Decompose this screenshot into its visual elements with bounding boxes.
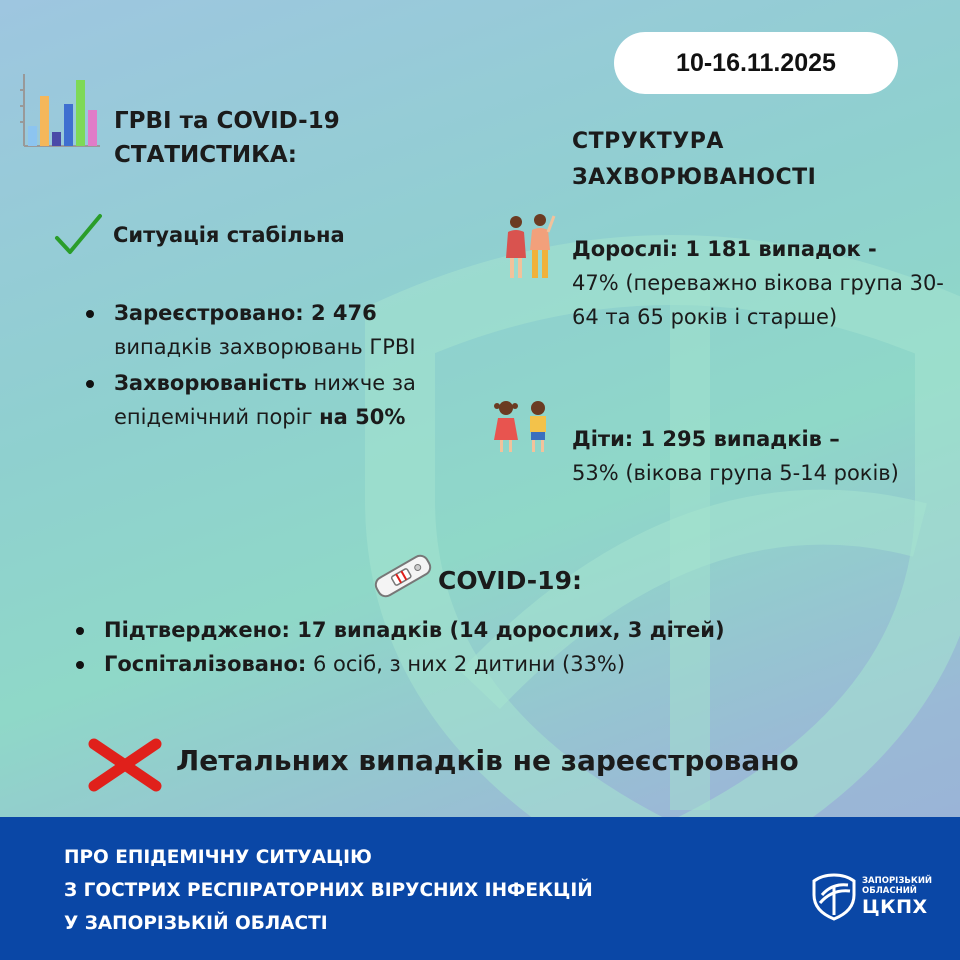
footer-line-2: З ГОСТРИХ РЕСПІРАТОРНИХ ВІРУСНИХ ІНФЕКЦІЙ	[64, 880, 593, 901]
hospitalized-rest: 6 осіб, з них 2 дитини (33%)	[306, 652, 626, 676]
logo-small-line-2: ОБЛАСНИЙ	[862, 886, 917, 896]
organization-logo	[812, 873, 932, 921]
adults-icon	[500, 212, 556, 284]
kids-label: Діти: 1 295 випадків –	[572, 427, 840, 451]
title-line-2: СТАТИСТИКА:	[114, 142, 297, 168]
logo-text	[862, 876, 932, 918]
children-icon	[488, 398, 558, 454]
morbidity-item	[86, 366, 486, 434]
hospitalized-label: Госпіталізовано:	[104, 652, 307, 676]
footer-banner	[0, 817, 960, 960]
morbidity-tail: на 50%	[319, 405, 406, 429]
page-title	[114, 104, 340, 172]
adults-label: Дорослі: 1 181 випадок -	[572, 237, 877, 261]
registered-label: Зареєстровано: 2 476	[114, 301, 377, 325]
confirmed-item	[76, 613, 936, 647]
situation-stable-text: Ситуація стабільна	[113, 223, 345, 247]
footer-line-1: ПРО ЕПІДЕМІЧНУ СИТУАЦІЮ	[64, 847, 372, 868]
title-line-1: ГРВІ та COVID-19	[114, 108, 340, 134]
hospitalized-item	[76, 647, 936, 681]
children-block	[572, 422, 952, 490]
morbidity-middle: нижче за епідемічний поріг	[114, 371, 416, 429]
date-range-badge: 10-16.11.2025	[614, 32, 898, 94]
registered-rest: випадків захворювань ГРВІ	[114, 335, 416, 359]
checkmark-icon	[54, 212, 102, 256]
bar-chart-icon	[18, 72, 102, 152]
shield-logo-icon	[812, 873, 856, 921]
covid-stats-list	[76, 613, 936, 681]
kids-rest: 53% (вікова група 5-14 років)	[572, 461, 899, 485]
confirmed-text: Підтверджено: 17 випадків (14 дорослих, 3 дітей)	[104, 618, 725, 642]
structure-title-line-1: СТРУКТУРА	[572, 129, 724, 154]
morbidity-label: Захворюваність	[114, 371, 307, 395]
ari-stats-list	[86, 296, 486, 436]
registered-item	[86, 296, 486, 364]
footer-title	[64, 841, 593, 940]
structure-title-line-2: ЗАХВОРЮВАНОСТІ	[572, 165, 817, 190]
adults-block	[572, 232, 952, 334]
adults-rest: 47% (переважно вікова група 30-64 та 65 років і старше)	[572, 271, 944, 329]
structure-title	[572, 124, 816, 196]
footer-line-3: У ЗАПОРІЗЬКІЙ ОБЛАСТІ	[64, 913, 328, 934]
no-lethal-cases-text: Летальних випадків не зареєстровано	[176, 744, 799, 777]
logo-small-line-1: ЗАПОРІЗЬКИЙ	[862, 876, 933, 886]
logo-abbreviation: ЦКПХ	[862, 896, 928, 918]
rapid-test-icon	[370, 550, 436, 602]
covid-title: COVID-19:	[438, 566, 582, 595]
cross-icon	[88, 738, 162, 792]
